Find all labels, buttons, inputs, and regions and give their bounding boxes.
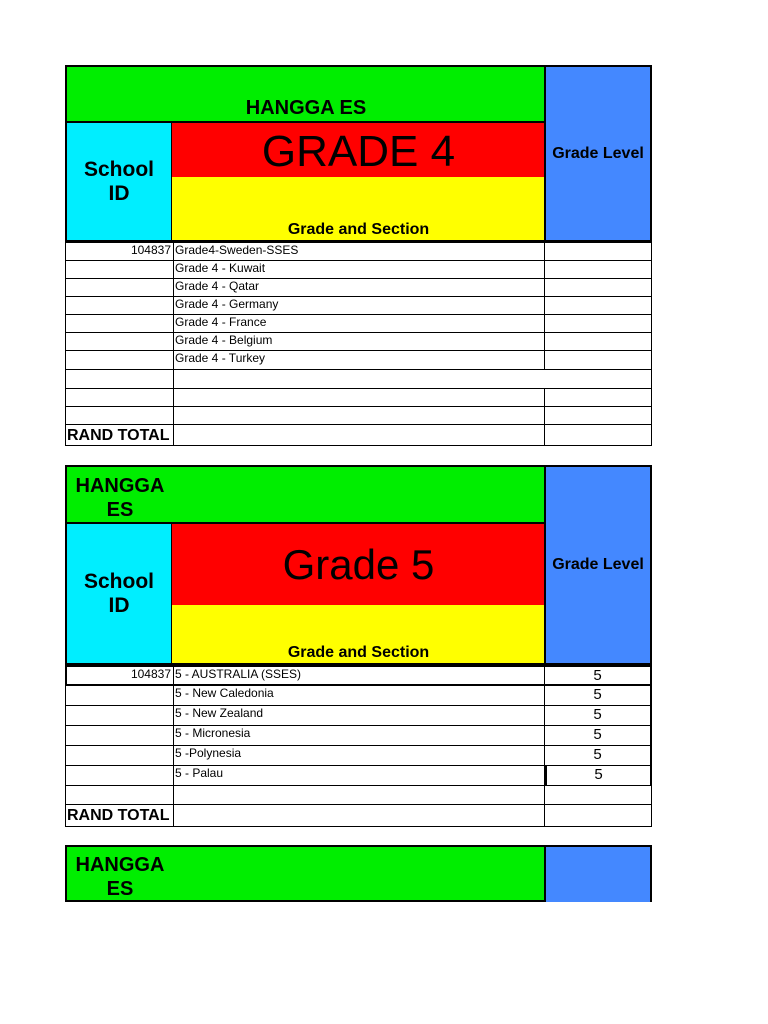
table-row — [65, 725, 652, 746]
grade-level-cell: 5 — [545, 765, 652, 786]
school-id-cell — [65, 785, 173, 805]
school-id-cell — [65, 388, 173, 407]
s3-school-name-line2: ES — [106, 878, 134, 900]
table-row — [65, 242, 652, 261]
table-row — [65, 705, 652, 726]
grade-level-cell — [545, 278, 652, 297]
table-row — [65, 369, 652, 389]
cell-divider — [173, 425, 174, 445]
table-row — [65, 332, 652, 351]
s2-school-name-line2: ES — [106, 499, 134, 521]
table-row — [65, 665, 652, 686]
school-id-cell — [65, 332, 173, 351]
grand-total-cell — [65, 424, 545, 446]
grade-level-cell: 5 — [545, 685, 652, 706]
table-row — [65, 388, 652, 407]
section-cell — [173, 406, 545, 425]
school-id-cell — [65, 296, 173, 315]
school-id-cell — [65, 765, 173, 786]
s1-school-id-label: School ID — [84, 157, 155, 205]
school-id-cell — [65, 369, 173, 389]
grade-level-cell — [545, 332, 652, 351]
school-id-cell — [65, 745, 173, 766]
school-id-cell — [65, 260, 173, 279]
s3-school-name — [67, 853, 173, 901]
section-cell: 5 - Palau — [173, 765, 545, 786]
school-id-cell — [65, 350, 173, 370]
s2-grade-title-cell — [172, 522, 545, 606]
s2-school-name-line1: HANGGA — [75, 475, 165, 497]
grade-level-cell — [545, 406, 652, 425]
table-row — [65, 765, 652, 786]
s2-grade-section-cell — [172, 605, 545, 665]
section-cell — [173, 785, 545, 805]
s3-grade-level-header — [544, 845, 652, 902]
school-id-cell — [65, 685, 173, 706]
table-row — [65, 685, 652, 706]
grade-level-cell: 5 — [545, 705, 652, 726]
section-cell: Grade 4 - Qatar — [173, 278, 545, 297]
table-row — [65, 296, 652, 315]
table-row — [65, 350, 652, 370]
grade-level-cell — [545, 260, 652, 279]
s2-school-id-label: School ID — [84, 569, 155, 617]
cell-divider — [173, 805, 174, 826]
school-id-cell — [65, 725, 173, 746]
table-row — [65, 406, 652, 425]
grand-total-row — [65, 804, 652, 827]
s1-grade-level-header — [544, 65, 652, 242]
s2-grade-title: Grade 5 — [282, 541, 435, 588]
grand-total-cell — [65, 804, 545, 827]
table-row — [65, 278, 652, 297]
s1-school-name-header — [65, 65, 545, 122]
school-id-cell — [65, 314, 173, 333]
grade-level-cell: 5 — [545, 725, 652, 746]
section-cell — [173, 388, 545, 407]
section-cell: 5 - New Caledonia — [173, 685, 545, 706]
school-id-cell — [65, 705, 173, 726]
s2-grade-section-label: Grade and Section — [287, 644, 430, 661]
grand-total-label: RAND TOTAL — [67, 807, 170, 824]
s2-school-name — [67, 474, 173, 522]
grand-total-label: RAND TOTAL — [67, 427, 170, 444]
grand-total-row — [65, 424, 652, 446]
s1-grade-section-cell — [172, 177, 545, 242]
grade-level-cell — [545, 785, 652, 805]
section-cell: Grade 4 - Germany — [173, 296, 545, 315]
s2-school-id-header — [65, 522, 173, 665]
s1-grade-level-label: Grade Level — [552, 144, 644, 162]
section-cell: Grade4-Sweden-SSES — [173, 242, 545, 261]
school-id-cell: 104837 — [65, 665, 173, 686]
table-row — [65, 314, 652, 333]
section-cell — [173, 369, 652, 389]
grade-level-cell — [545, 350, 652, 370]
grade-level-cell — [545, 242, 652, 261]
grade-level-cell — [545, 388, 652, 407]
grade-level-cell: 5 — [545, 745, 652, 766]
s3-school-name-header — [65, 845, 545, 902]
table-row — [65, 260, 652, 279]
table-row — [65, 745, 652, 766]
section-cell: Grade 4 - Belgium — [173, 332, 545, 351]
s2-grade-level-header — [544, 465, 652, 665]
section-cell: 5 - New Zealand — [173, 705, 545, 726]
school-id-cell — [65, 406, 173, 425]
grade-level-cell — [545, 314, 652, 333]
section-cell: 5 -Polynesia — [173, 745, 545, 766]
grand-total-level-cell — [545, 424, 652, 446]
section-cell: 5 - AUSTRALIA (SSES) — [173, 665, 545, 686]
grade-level-cell: 5 — [545, 665, 652, 686]
s2-school-name-header — [65, 465, 545, 523]
section-cell: 5 - Micronesia — [173, 725, 545, 746]
s1-grade-title-cell — [172, 121, 545, 178]
section-cell: Grade 4 - Kuwait — [173, 260, 545, 279]
section-cell: Grade 4 - Turkey — [173, 350, 545, 370]
grade-level-cell — [545, 296, 652, 315]
s1-school-id-header — [65, 121, 173, 242]
school-id-cell — [65, 278, 173, 297]
s2-grade-level-label: Grade Level — [552, 556, 644, 573]
table-row — [65, 785, 652, 805]
s1-school-name: HANGGA ES — [245, 97, 367, 119]
section-cell: Grade 4 - France — [173, 314, 545, 333]
grand-total-level-cell — [545, 804, 652, 827]
s1-grade-title: GRADE 4 — [261, 127, 456, 176]
school-id-cell: 104837 — [65, 242, 173, 261]
s1-grade-section-label: Grade and Section — [287, 221, 430, 238]
s3-school-name-line1: HANGGA — [75, 854, 165, 876]
